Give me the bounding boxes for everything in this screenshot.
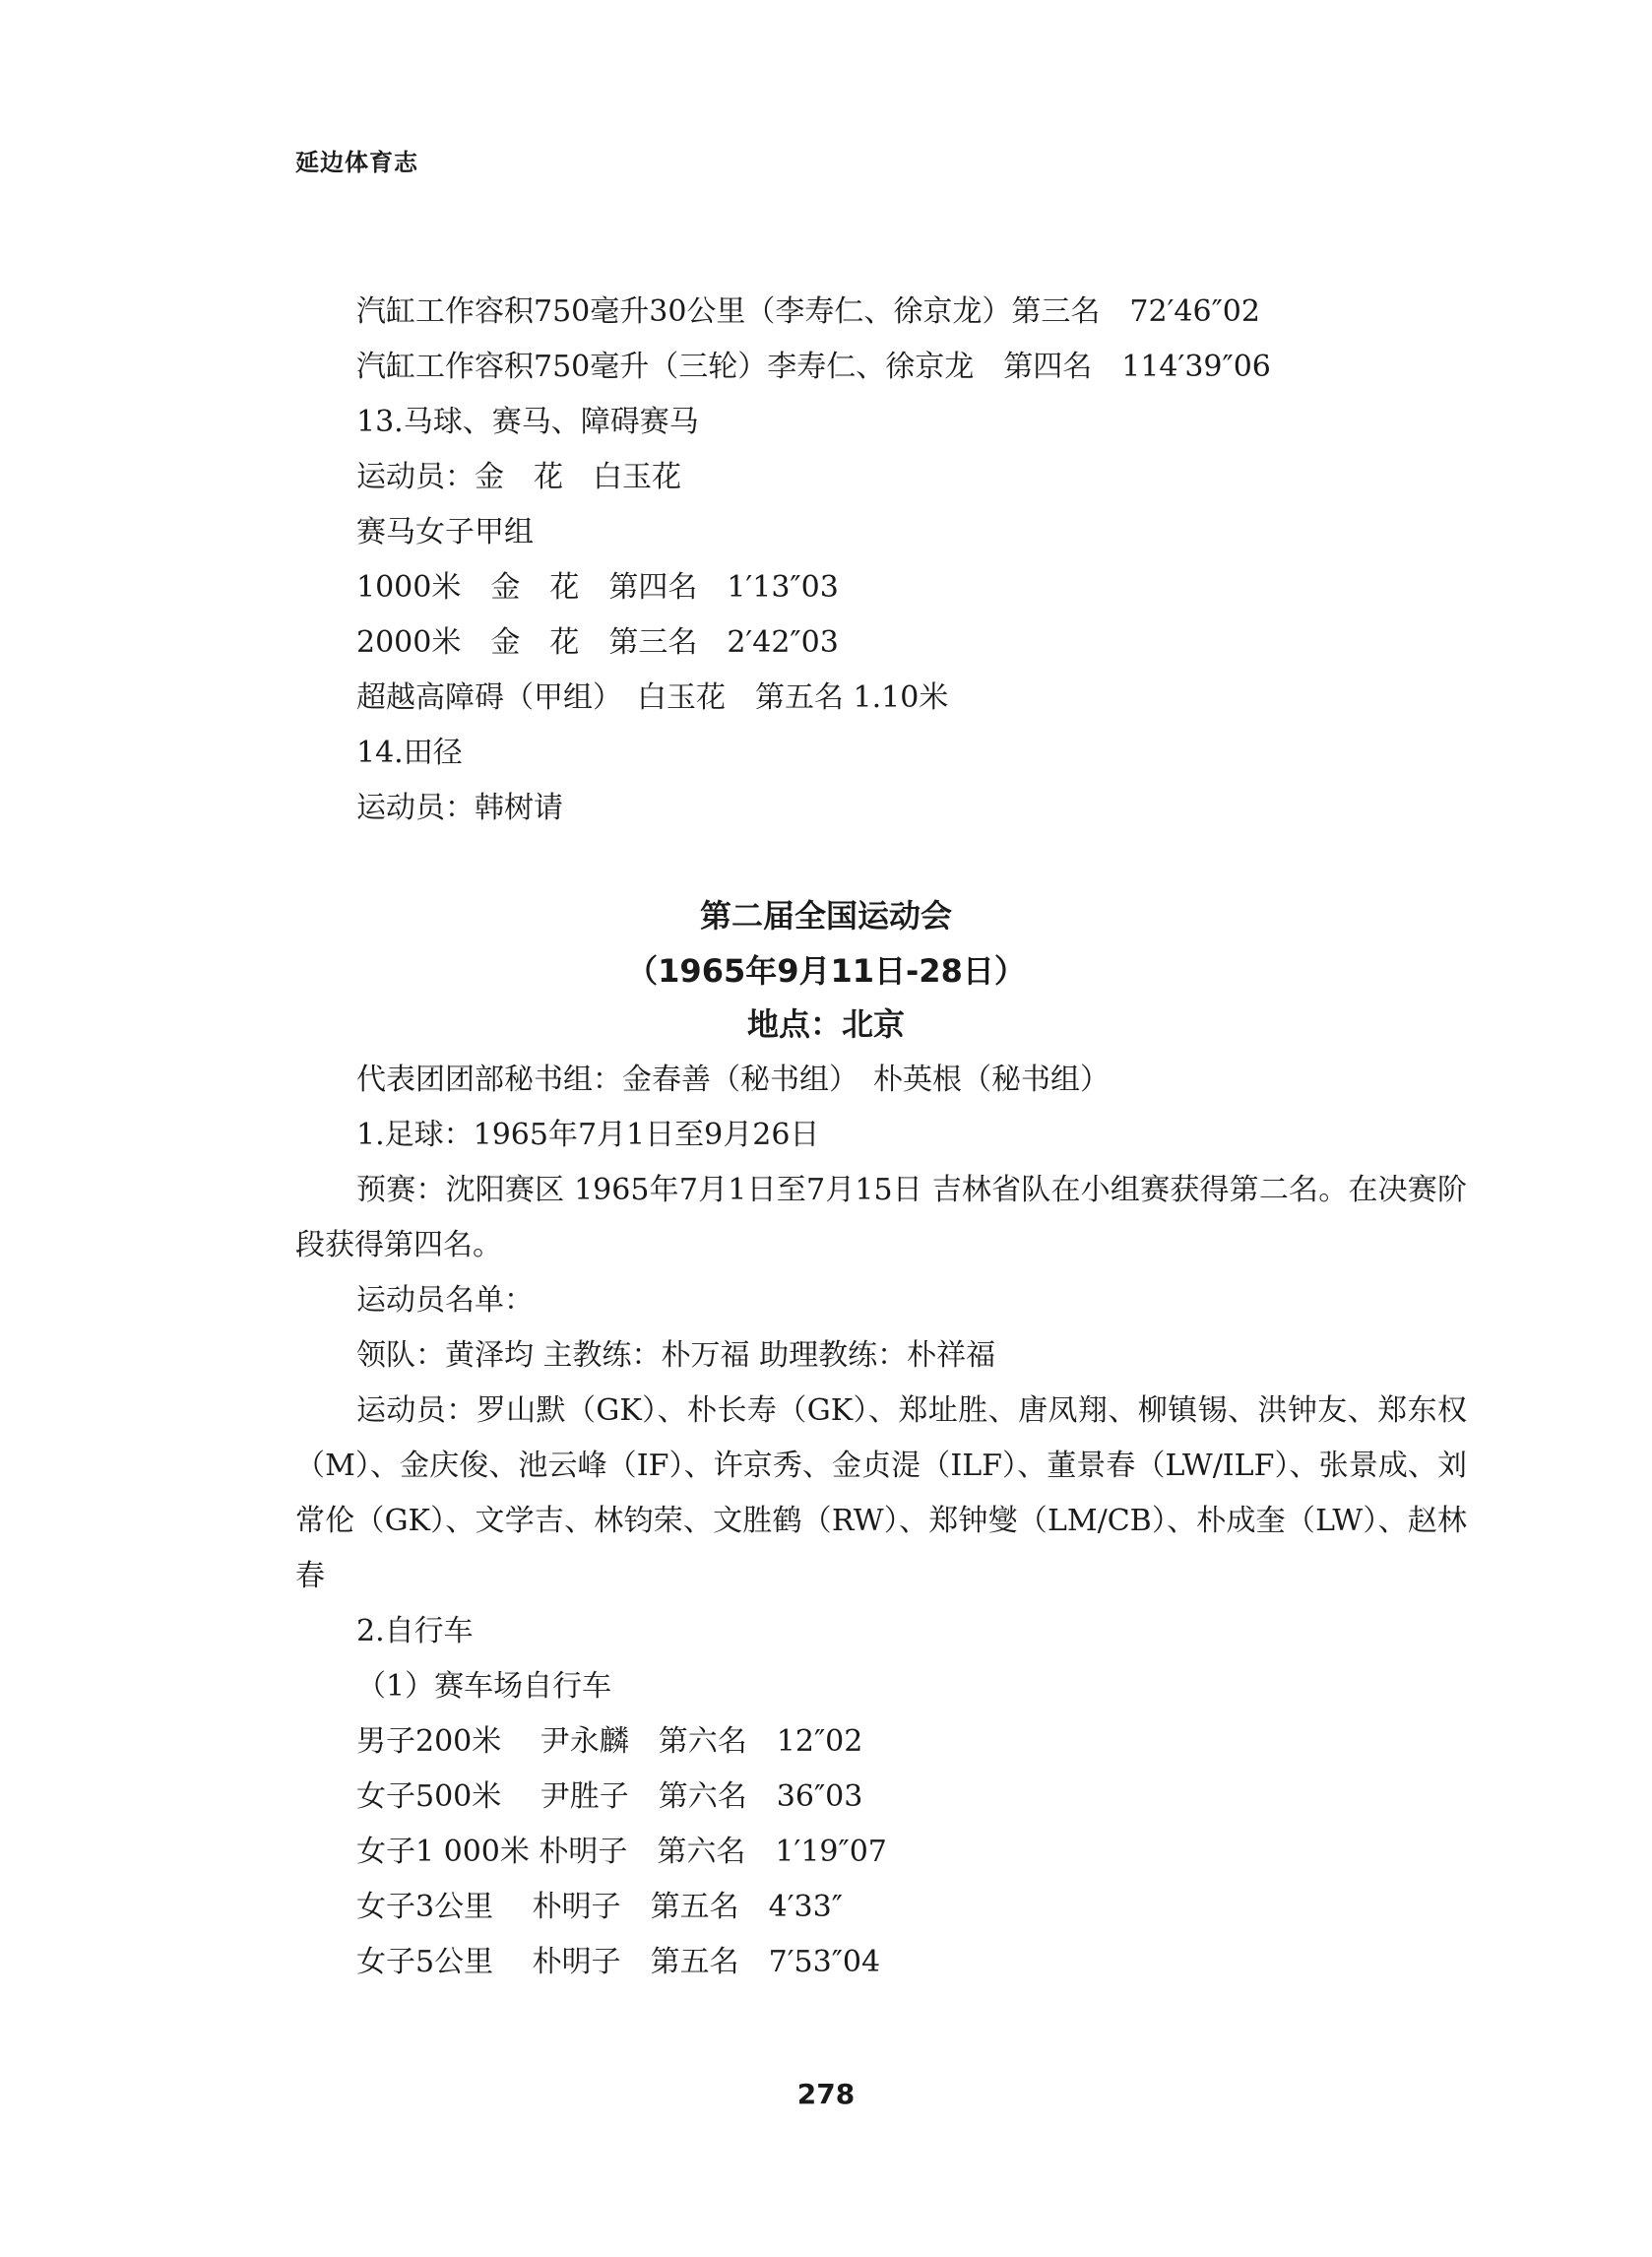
text-line: 2.自行车 [356, 1614, 474, 1648]
section-location: 地点：北京 [746, 1005, 905, 1043]
text-line: 领队：黄泽均 主教练：朴万福 助理教练：朴祥福 [356, 1338, 996, 1373]
text-line: 运动员：金 花 白玉花 [356, 460, 681, 494]
text-line: 14.田径 [356, 736, 463, 770]
text-line: 女子5公里 朴明子 第五名 7′53″04 [356, 1945, 881, 1979]
text-line: 汽缸工作容积750毫升30公里（李寿仁、徐京龙）第三名 72′46″02 [356, 294, 1260, 329]
text-line: 13.马球、赛马、障碍赛马 [356, 405, 699, 439]
text-line: 女子500米 尹胜子 第六名 36″03 [356, 1779, 863, 1814]
text-line: 赛马女子甲组 [356, 515, 534, 549]
text-line: 运动员：韩树请 [356, 791, 563, 825]
running-header: 延边体育志 [295, 149, 418, 176]
text-line: 1000米 金 花 第四名 1′13″03 [356, 570, 839, 605]
text-line: 代表团团部秘书组：金春善（秘书组） 朴英根（秘书组） [356, 1063, 1110, 1097]
text-line: 1.足球：1965年7月1日至9月26日 [356, 1118, 820, 1152]
text-line: 女子3公里 朴明子 第五名 4′33″ [356, 1890, 843, 1924]
section-title: 第二届全国运动会 [699, 897, 952, 935]
text-line: 女子1 000米 朴明子 第六名 1′19″07 [356, 1835, 887, 1869]
text-line: 男子200米 尹永麟 第六名 12″02 [356, 1724, 863, 1759]
page-number: 278 [796, 2078, 856, 2110]
text-line: 超越高障碍（甲组） 白玉花 第五名 1.10米 [356, 680, 949, 715]
section-dates: （1965年9月11日-28日） [626, 952, 1026, 990]
text-line: 2000米 金 花 第三名 2′42″03 [356, 625, 839, 660]
text-line: 运动员名单： [356, 1283, 534, 1318]
text-line: （1）赛车场自行车 [356, 1669, 612, 1704]
paragraph-prelim: 预赛：沈阳赛区 1965年7月1日至7月15日 吉林省队在小组赛获得第二名。在决赛阶段获得第四名。 [295, 1173, 1467, 1262]
paragraph-athletes: 运动员：罗山默（GK）、朴长寿（GK）、郑址胜、唐凤翔、柳镇锡、洪钟友、郑东权（M）、金庆俊、池云峰（IF）、许京秀、金贞湜（ILF）、董景春（LW/ILF）、张景成、刘常伦（GK）、文学吉、林钧荣、文胜鹤（RW）、郑钟燮（LM/CB）、朴成奎（LW）、赵林春 [295, 1393, 1467, 1593]
text-line: 汽缸工作容积750毫升（三轮）李寿仁、徐京龙 第四名 114′39″06 [356, 350, 1271, 384]
